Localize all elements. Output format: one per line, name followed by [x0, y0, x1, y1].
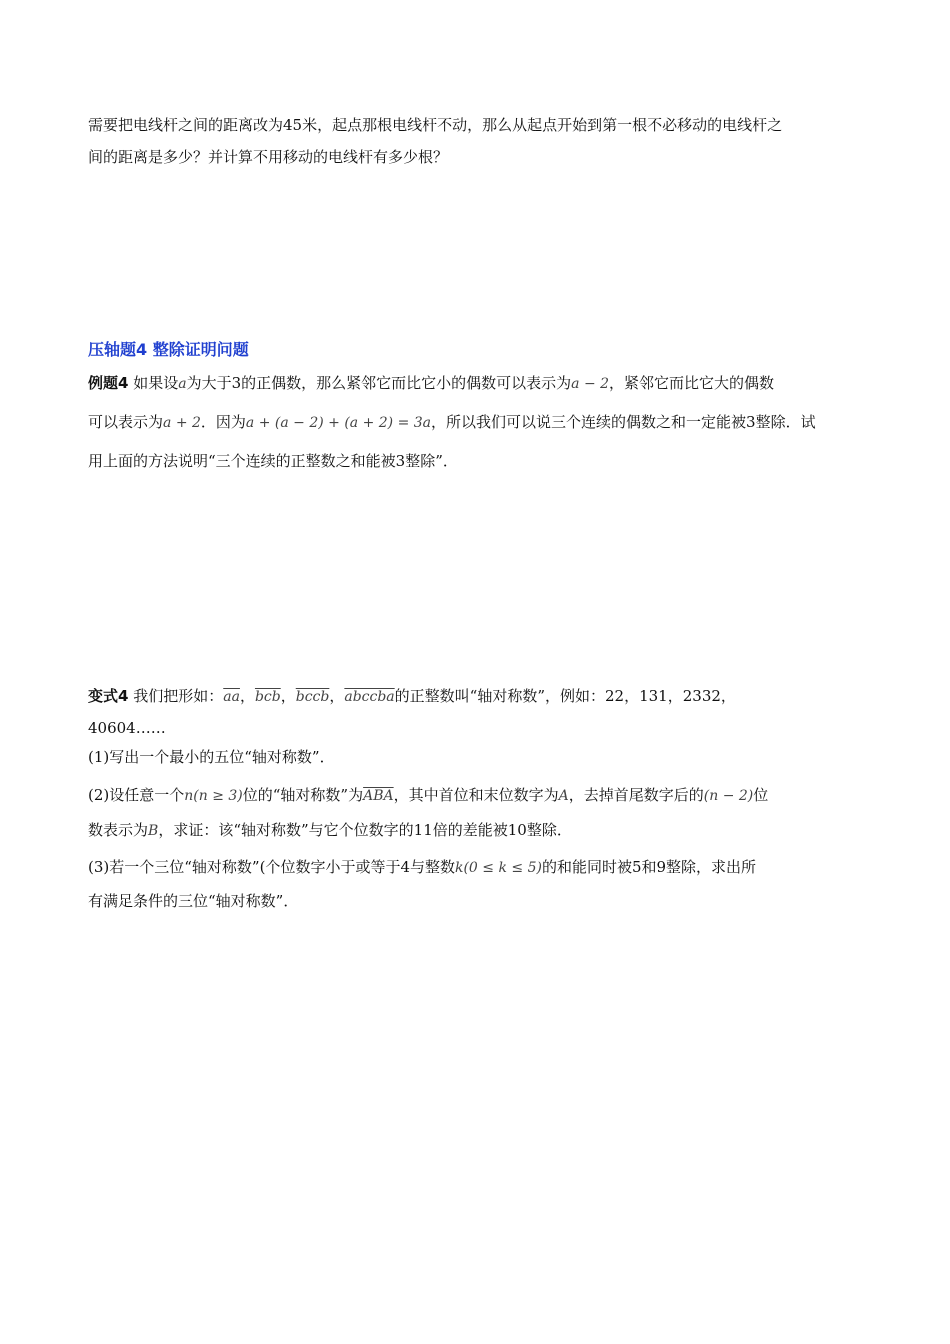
intro-line-2: 间的距离是多少？并计算不用移动的电线杆有多少根？	[88, 148, 449, 166]
example-label: 例题4	[88, 374, 129, 392]
variant-line-1: 变式4 我们把形如：$\overline{aa}$，$\overline{bcb}$，bccb，abccba的正整数叫“轴对称数”，例如：22，131，2332，	[88, 687, 736, 705]
variant-label: 变式4	[88, 687, 129, 705]
question-2-line-1: (2)设任意一个n(n ≥ 3)位的“轴对称数”为$\overline{ABA}$，其中首位和末位数字为A，去掉首尾数字后的(n − 2)位	[88, 786, 769, 804]
section-title: 压轴题4 整除证明问题	[88, 340, 249, 359]
question-3-line-2: 有满足条件的三位“轴对称数”．	[88, 892, 299, 910]
intro-line-1: 需要把电线杆之间的距离改为45米，起点那根电线杆不动，那么从起点开始到第一根不必移动的电线杆之	[88, 116, 783, 134]
variant-line-2: 40604……	[88, 719, 166, 737]
example-line-3: 用上面的方法说明“三个连续的正整数之和能被3整除”．	[88, 452, 458, 470]
question-3-line-1: (3)若一个三位“轴对称数”(个位数字小于或等于4与整数k(0 ≤ k ≤ 5)的和能同时被5和9整除，求出所	[88, 858, 757, 876]
example-line-2: 可以表示为a + 2．因为a + (a − 2) + (a + 2) = 3a，所以我们可以说三个连续的偶数之和一定能被3整除．试	[88, 413, 816, 431]
question-1: (1)写出一个最小的五位“轴对称数”．	[88, 748, 335, 766]
example-line-1: 例题4 如果设a为大于3的正偶数，那么紧邻它而比它小的偶数可以表示为a − 2，紧邻它而比它大的偶数	[88, 374, 775, 392]
question-2-line-2: 数表示为B，求证：该“轴对称数”与它个位数字的11倍的差能被10整除．	[88, 821, 572, 839]
